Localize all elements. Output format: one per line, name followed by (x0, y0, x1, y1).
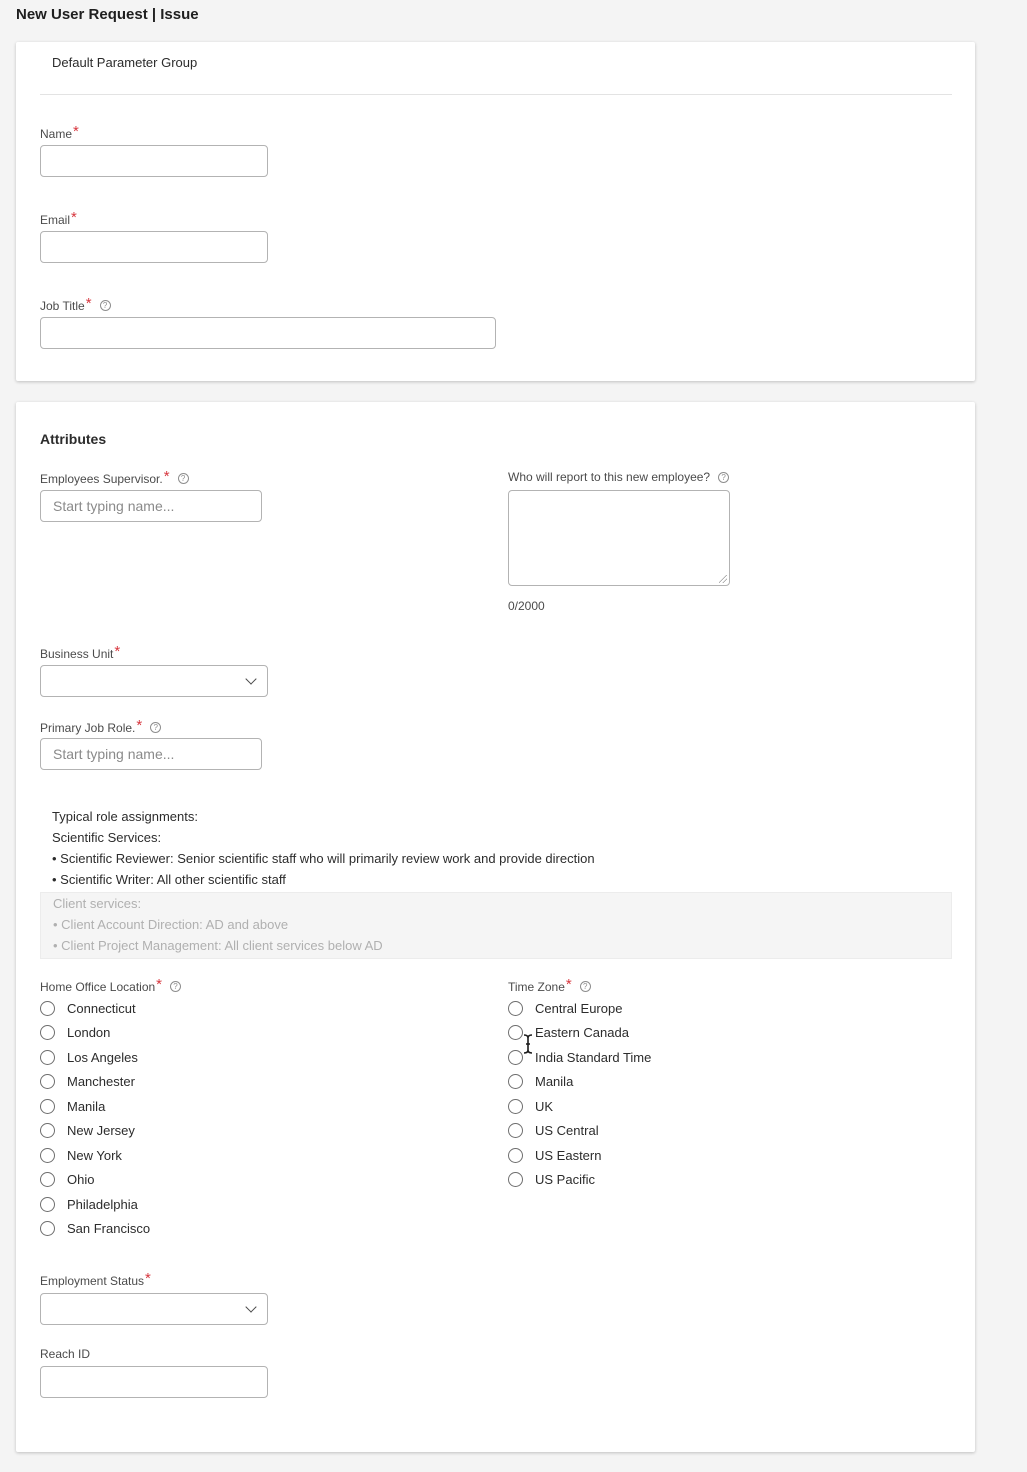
home-office-option[interactable]: New Jersey (40, 1119, 150, 1144)
home-office-option[interactable]: New York (40, 1143, 150, 1168)
reports-textarea[interactable] (508, 490, 730, 586)
name-input[interactable] (40, 145, 268, 177)
help-icon[interactable]: ? (150, 722, 161, 733)
radio-button[interactable] (508, 1172, 523, 1187)
role-info-line: • Scientific Reviewer: Senior scientific staff who will primarily review work and provide direction (52, 851, 595, 866)
required-marker: * (71, 209, 77, 226)
home-office-option[interactable]: Los Angeles (40, 1045, 150, 1070)
role-info-line: Scientific Services: (52, 830, 162, 845)
radio-button[interactable] (508, 1025, 523, 1040)
required-marker: * (156, 976, 163, 993)
parameter-group-card (16, 42, 975, 381)
radio-button[interactable] (40, 1050, 55, 1065)
radio-button[interactable] (508, 1001, 523, 1016)
role-info-text (52, 806, 595, 890)
home-office-option[interactable]: Ohio (40, 1168, 150, 1193)
employment-status-label: Employment Status * (40, 1270, 151, 1288)
reach-id-label: Reach ID (40, 1347, 91, 1361)
radio-button[interactable] (508, 1148, 523, 1163)
home-office-option[interactable]: Connecticut (40, 996, 150, 1021)
business-unit-label: Business Unit * (40, 643, 121, 661)
time-zone-option[interactable]: India Standard Time (508, 1045, 651, 1070)
time-zone-option[interactable]: US Eastern (508, 1143, 651, 1168)
time-zone-option[interactable]: Central Europe (508, 996, 651, 1021)
time-zone-option[interactable]: Manila (508, 1070, 651, 1095)
time-zone-option[interactable]: US Pacific (508, 1168, 651, 1193)
help-icon[interactable]: ? (170, 981, 181, 992)
required-marker: * (73, 123, 79, 140)
time-zone-option[interactable]: US Central (508, 1119, 651, 1144)
employment-status-select[interactable] (40, 1293, 268, 1325)
home-office-option[interactable]: Manila (40, 1094, 150, 1119)
radio-button[interactable] (40, 1148, 55, 1163)
radio-button[interactable] (508, 1099, 523, 1114)
help-icon[interactable]: ? (178, 473, 189, 484)
required-marker: * (114, 643, 121, 660)
name-label: Name * (40, 123, 79, 141)
time-zone-option[interactable]: UK (508, 1094, 651, 1119)
home-office-radio-group (40, 996, 150, 1241)
divider (40, 94, 952, 95)
radio-button[interactable] (40, 1172, 55, 1187)
parameter-group-title: Default Parameter Group (52, 55, 198, 70)
chevron-down-icon (245, 673, 256, 684)
radio-button[interactable] (40, 1074, 55, 1089)
role-info-line: • Scientific Writer: All other scientific staff (52, 872, 286, 887)
required-marker: * (136, 717, 143, 734)
resize-handle-icon[interactable] (719, 575, 727, 583)
reach-id-input[interactable] (40, 1366, 268, 1398)
time-zone-label: Time Zone * ? (508, 978, 591, 995)
role-info-faded-line: • Client Project Management: All client services below AD (53, 938, 383, 953)
radio-button[interactable] (508, 1074, 523, 1089)
attributes-card (16, 402, 975, 1452)
required-marker: * (163, 468, 170, 485)
radio-button[interactable] (508, 1050, 523, 1065)
radio-button[interactable] (40, 1025, 55, 1040)
required-marker: * (145, 1270, 151, 1287)
home-office-option[interactable]: London (40, 1021, 150, 1046)
page-title: New User Request | Issue (16, 6, 199, 23)
home-office-label: Home Office Location * ? (40, 978, 181, 995)
home-office-option[interactable]: Manchester (40, 1070, 150, 1095)
primary-job-role-label: Primary Job Role. * ? (40, 719, 161, 736)
radio-button[interactable] (40, 1099, 55, 1114)
primary-job-role-input[interactable]: Start typing name... (40, 738, 262, 770)
required-marker: * (565, 976, 572, 993)
time-zone-radio-group (508, 996, 651, 1192)
job-title-input[interactable] (40, 317, 496, 349)
job-title-label: Job Title * ? (40, 297, 111, 314)
role-info-faded-line: Client services: (53, 896, 142, 911)
home-office-option[interactable]: Philadelphia (40, 1192, 150, 1217)
supervisor-label: Employees Supervisor. * ? (40, 470, 189, 487)
supervisor-input[interactable]: Start typing name... (40, 490, 262, 522)
business-unit-select[interactable] (40, 665, 268, 697)
help-icon[interactable]: ? (718, 472, 729, 483)
time-zone-option[interactable]: Eastern Canada (508, 1021, 651, 1046)
chevron-down-icon (245, 1301, 256, 1312)
role-info-faded-box (40, 892, 952, 959)
radio-button[interactable] (40, 1197, 55, 1212)
email-label: Email * (40, 209, 77, 227)
home-office-option[interactable]: San Francisco (40, 1217, 150, 1242)
radio-button[interactable] (40, 1123, 55, 1138)
help-icon[interactable]: ? (100, 300, 111, 311)
role-info-faded-line: • Client Account Direction: AD and above (53, 917, 289, 932)
radio-button[interactable] (40, 1001, 55, 1016)
required-marker: * (85, 295, 92, 312)
radio-button[interactable] (40, 1221, 55, 1236)
radio-button[interactable] (508, 1123, 523, 1138)
character-counter: 0/2000 (508, 599, 545, 613)
reports-label: Who will report to this new employee? ? (508, 470, 729, 484)
help-icon[interactable]: ? (580, 981, 591, 992)
attributes-title: Attributes (40, 431, 107, 447)
role-info-line: Typical role assignments: (52, 809, 198, 824)
email-input[interactable] (40, 231, 268, 263)
